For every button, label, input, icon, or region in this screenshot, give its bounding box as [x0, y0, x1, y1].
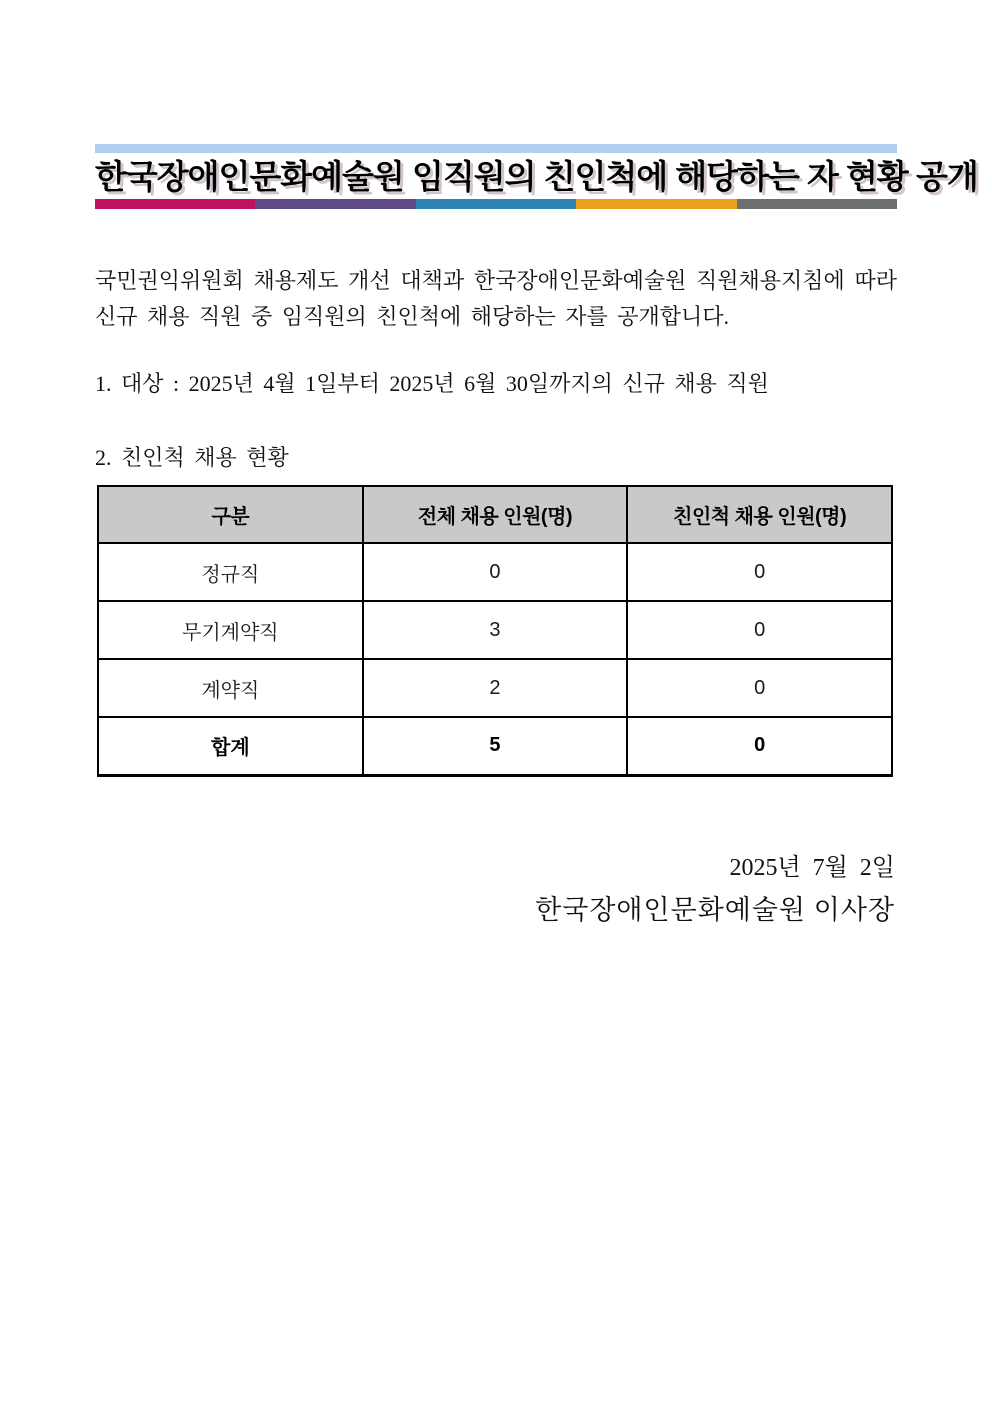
banner-color-bar [95, 199, 897, 209]
item-relative-hiring-status: 2. 친인척 채용 현황 [95, 445, 289, 470]
title-banner [95, 144, 978, 209]
header-category: 구분 [98, 486, 363, 543]
table-row [98, 601, 892, 659]
color-bar-segment-purple [255, 199, 415, 209]
signature-date: 2025년 7월 2일 [729, 854, 895, 881]
table-row [98, 543, 892, 601]
intro-paragraph: 국민권익위원회 채용제도 개선 대책과 한국장애인문화예술원 직원채용지침에 따라 신규 채용 직원 중 임직원의 친인척에 해당하는 자를 공개합니다. [95, 268, 897, 329]
color-bar-segment-gray [737, 199, 897, 209]
cell-relatives: 0 [627, 717, 892, 775]
page-title: 한국장애인문화예술원 임직원의 친인척에 해당하는 자 현황 공개 [95, 158, 978, 195]
cell-total: 0 [363, 543, 628, 601]
signature-signer: 한국장애인문화예술원 이사장 [535, 894, 895, 925]
cell-relatives: 0 [627, 543, 892, 601]
cell-category: 합계 [98, 717, 363, 775]
banner-top-bar [95, 144, 897, 153]
cell-total: 2 [363, 659, 628, 717]
cell-relatives: 0 [627, 659, 892, 717]
cell-relatives: 0 [627, 601, 892, 659]
table-header-row [98, 486, 892, 543]
hiring-status-table [97, 485, 893, 777]
header-relative-hires: 친인척 채용 인원(명) [627, 486, 892, 543]
cell-category: 정규직 [98, 543, 363, 601]
cell-total: 5 [363, 717, 628, 775]
signature-block [95, 853, 897, 929]
color-bar-segment-blue [416, 199, 576, 209]
item-target-period: 1. 대상 : 2025년 4월 1일부터 2025년 6월 30일까지의 신규 채용 직원 [95, 371, 769, 396]
cell-category: 무기계약직 [98, 601, 363, 659]
color-bar-segment-magenta [95, 199, 255, 209]
header-total-hires: 전체 채용 인원(명) [363, 486, 628, 543]
table-row-total [98, 717, 892, 775]
cell-category: 계약직 [98, 659, 363, 717]
color-bar-segment-orange [576, 199, 736, 209]
table-row [98, 659, 892, 717]
document-page [95, 0, 978, 929]
cell-total: 3 [363, 601, 628, 659]
